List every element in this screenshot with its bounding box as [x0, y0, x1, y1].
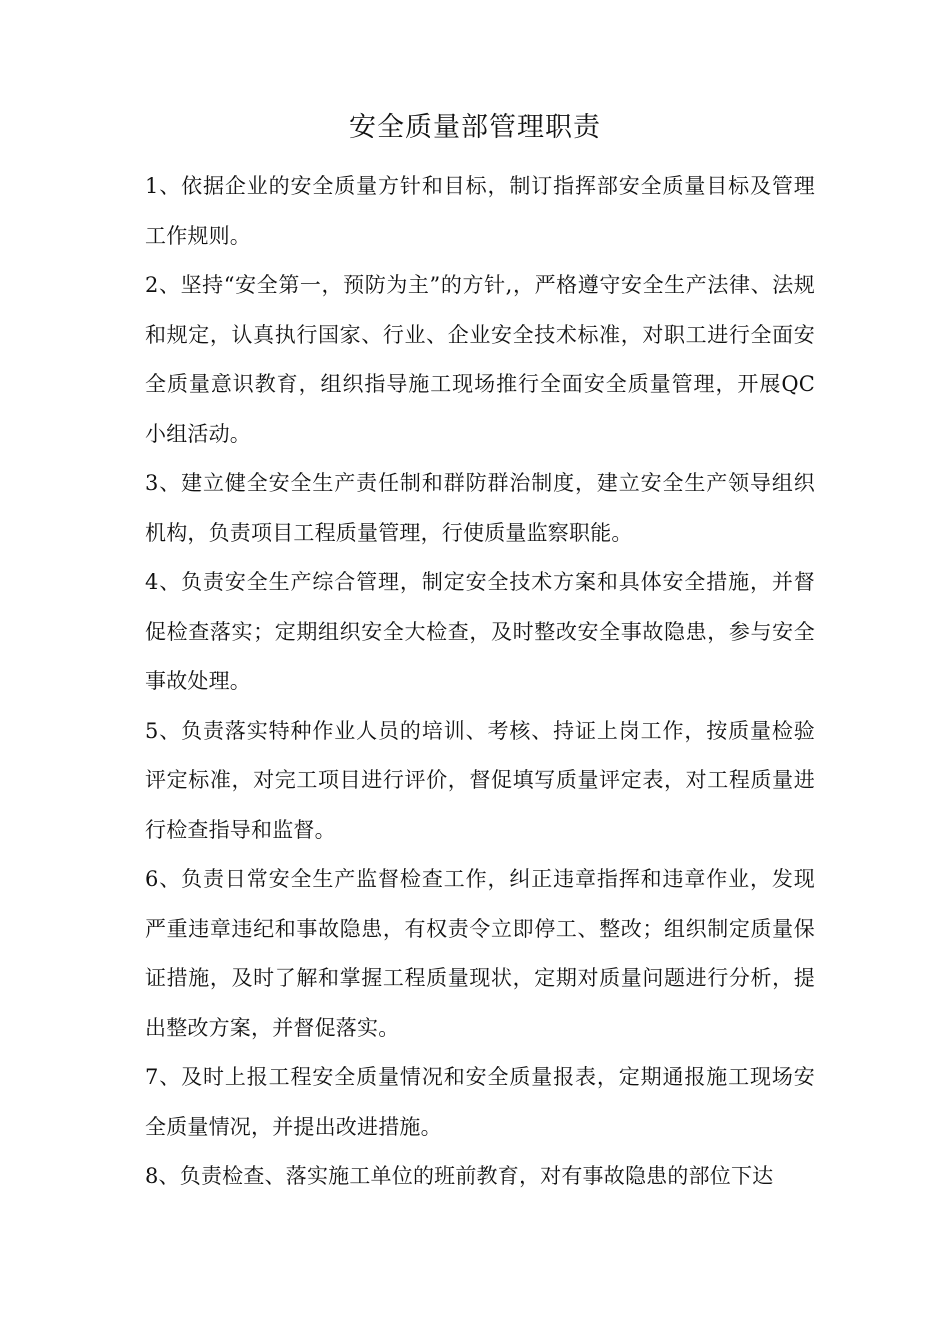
document-body [145, 162, 815, 1202]
paragraph-1: 1、依据企业的安全质量方针和目标，制订指挥部安全质量目标及管理工作规则。 [145, 174, 815, 248]
paragraph-8: 8、负责检查、落实施工单位的班前教育，对有事故隐患的部位下达 [145, 1164, 774, 1188]
paragraph-2: 2、坚持“安全第一，预防为主”的方针,，严格遵守安全生产法律、法规和规定，认真执行国家、行业、企业安全技术标准，对职工进行全面安全质量意识教育，组织指导施工现场推行全面安全质量管理，开展QC 小组活动。 [145, 273, 815, 446]
paragraph-4: 4、负责安全生产综合管理，制定安全技术方案和具体安全措施，并督促检查落实；定期组织安全大检查，及时整改安全事故隐患，参与安全事故处理。 [145, 570, 815, 693]
paragraph-5: 5、负责落实特种作业人员的培训、考核、持证上岗工作，按质量检验评定标准，对完工项目进行评价，督促填写质量评定表，对工程质量进行检查指导和监督。 [145, 718, 815, 842]
paragraph-6: 6、负责日常安全生产监督检查工作，纠正违章指挥和违章作业，发现严重违章违纪和事故隐患，有权责令立即停工、整改；组织制定质量保证措施，及时了解和掌握工程质量现状，定期对质量问题进行分析，提出整改方案，并督促落实。 [145, 867, 815, 1040]
paragraph-7: 7、及时上报工程安全质量情况和安全质量报表，定期通报施工现场安全质量情况，并提出改进措施。 [145, 1065, 815, 1139]
page-title: 安全质量部管理职责 [349, 112, 601, 143]
paragraph-3: 3、建立健全安全生产责任制和群防群治制度，建立安全生产领导组织机构，负责项目工程质量管理，行使质量监察职能。 [145, 471, 815, 545]
